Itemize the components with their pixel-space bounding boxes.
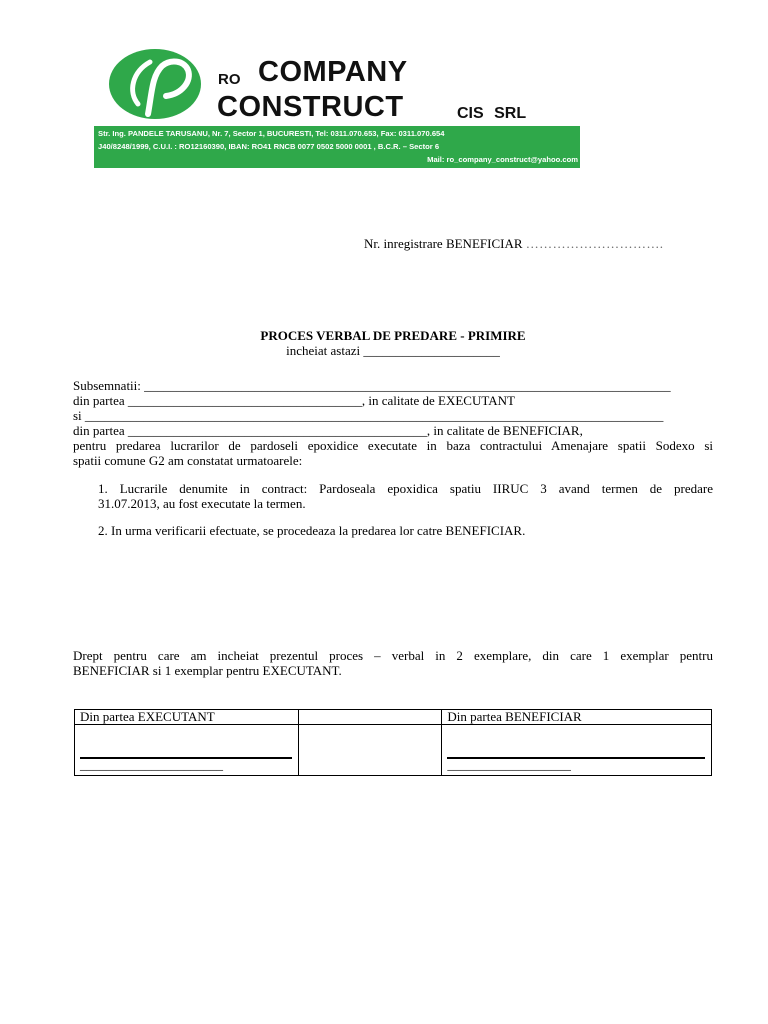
- p-circle-logo-icon: [108, 48, 202, 120]
- registration-dots: ………………………….: [525, 236, 664, 251]
- signature-header-row: [75, 710, 712, 725]
- letterhead: [94, 44, 580, 170]
- registration-label: Nr. inregistrare BENEFICIAR: [364, 236, 523, 251]
- executant-party-line: din partea ____________________________________, in calitate de EXECUTANT: [73, 393, 515, 408]
- executant-name-blank: ______________________: [80, 757, 223, 772]
- purpose-line-1: pentru predarea lucrarilor de pardoseli epoxidice executate in baza contractului Amenajare spatii Sodexo si: [73, 438, 713, 453]
- registration-line: [364, 236, 663, 251]
- company-name-line1: COMPANY: [258, 56, 408, 88]
- item-1-line-2: 31.07.2013, au fost executate la termen.: [98, 496, 306, 511]
- beneficiar-header: Din partea BENEFICIAR: [442, 710, 712, 725]
- beneficiar-party-line: din partea ______________________________________________, in calitate de BENEFICIAR,: [73, 423, 583, 438]
- company-name-line2: CONSTRUCT: [217, 91, 404, 123]
- company-suffix: CIS SRL: [457, 105, 527, 122]
- document-title: PROCES VERBAL DE PREDARE - PRIMIRE: [260, 328, 526, 343]
- middle-signature-cell: [298, 725, 442, 776]
- closing-line-1: Drept pentru care am incheiat prezentul proces – verbal in 2 exemplare, din care 1 exemplar pentru: [73, 648, 713, 663]
- middle-header: [298, 710, 442, 725]
- closing-line-2: BENEFICIAR si 1 exemplar pentru EXECUTANT.: [73, 663, 342, 678]
- item-1-line-1: 1. Lucrarile denumite in contract: Pardoseala epoxidica spatiu IIRUC 3 avand termen de predare: [98, 481, 713, 496]
- beneficiar-name-blank: ___________________: [447, 757, 571, 772]
- subsemnatii-line: Subsemnatii: _________________________________________________________________________________: [73, 378, 671, 393]
- item-2-line-1: 2. In urma verificarii efectuate, se procedeaza la predarea lor catre BENEFICIAR.: [98, 523, 526, 538]
- company-contact-band: [94, 126, 580, 168]
- document-subtitle: incheiat astazi _____________________: [286, 343, 500, 358]
- beneficiar-signature-cell: [442, 725, 712, 776]
- company-prefix: RO: [218, 71, 241, 88]
- signature-table: [74, 709, 712, 776]
- si-line: si _________________________________________________________________________________________: [73, 408, 664, 423]
- company-mail: Mail: ro_company_construct@yahoo.com: [427, 155, 578, 164]
- company-registration: J40/8248/1999, C.U.I. : RO12160390, IBAN: RO41 RNCB 0077 0502 5000 0001 , B.C.R. – Sector 6: [98, 142, 440, 151]
- signature-body-row: [75, 725, 712, 776]
- purpose-line-2: spatii comune G2 am constatat urmatoarele:: [73, 453, 303, 468]
- executant-header: Din partea EXECUTANT: [75, 710, 299, 725]
- executant-signature-cell: [75, 725, 299, 776]
- company-address: Str. Ing. PANDELE TARUSANU, Nr. 7, Sector 1, BUCURESTI, Tel: 0311.070.653, Fax: 0311.070.654: [98, 129, 445, 138]
